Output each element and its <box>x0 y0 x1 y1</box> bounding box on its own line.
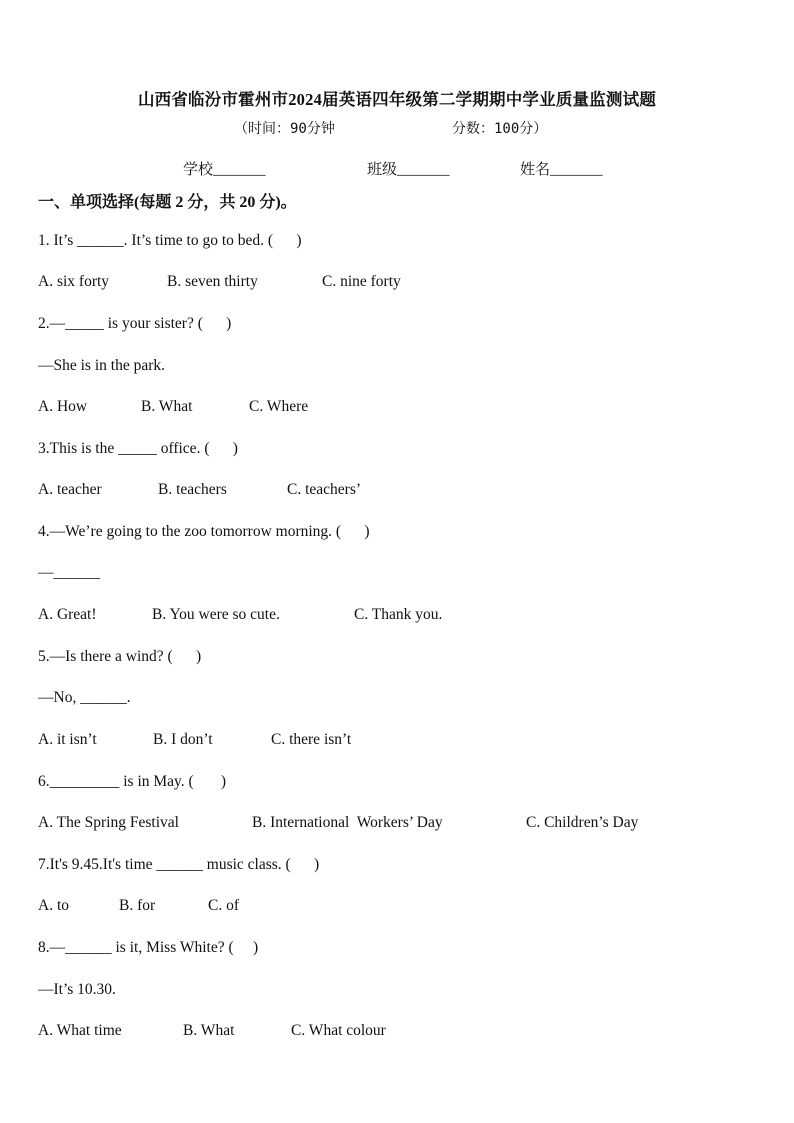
question-4-option-a: A. Great! <box>38 606 97 623</box>
question-2-option-b: B. What <box>141 398 193 415</box>
question-2-answer: —She is in the park. <box>38 357 165 374</box>
question-3-stem: 3.This is the _____ office. ( ) <box>38 440 238 457</box>
question-2-option-a: A. How <box>38 398 88 415</box>
question-1-stem: 1. It’s ______. It’s time to go to bed. ( ) <box>38 232 302 249</box>
question-7-stem: 7.It's 9.45.It's time ______ music class. ( ) <box>38 856 320 873</box>
question-6-option-a: A. The Spring Festival <box>38 814 179 831</box>
question-6-option-b: B. International Workers’ Day <box>252 814 443 831</box>
question-6-option-c: C. Children’s Day <box>526 814 639 831</box>
question-1-option-c: C. nine forty <box>322 273 401 290</box>
question-2-stem: 2.—_____ is your sister? ( ) <box>38 315 232 332</box>
question-5-option-c: C. there isn’t <box>271 731 352 748</box>
question-5-stem: 5.—Is there a wind? ( ) <box>38 648 202 665</box>
question-3-option-a: A. teacher <box>38 481 102 498</box>
question-4-option-c: C. Thank you. <box>354 606 443 623</box>
question-8-option-a: A. What time <box>38 1022 122 1039</box>
school-field: 学校_______ <box>183 162 266 178</box>
question-8-answer: —It’s 10.30. <box>38 981 116 998</box>
exam-time: （时间：90分钟 <box>234 121 335 137</box>
exam-score: 分数：100分） <box>452 121 548 137</box>
section-title: 一、单项选择(每题 2 分，共 20 分)。 <box>38 194 297 211</box>
question-1-option-a: A. six forty <box>38 273 110 290</box>
question-3-option-c: C. teachers’ <box>287 481 362 498</box>
question-5-option-b: B. I don’t <box>153 731 213 748</box>
question-7-option-a: A. to <box>38 897 69 914</box>
question-5-answer: —No, ______. <box>38 689 131 706</box>
exam-title: 山西省临汾市霍州市2024届英语四年级第二学期期中学业质量监测试题 <box>137 90 657 109</box>
question-8-option-b: B. What <box>183 1022 235 1039</box>
question-7-option-c: C. of <box>208 897 239 914</box>
question-7-option-b: B. for <box>119 897 156 914</box>
class-field: 班级_______ <box>367 162 450 178</box>
question-4-answer: —______ <box>38 564 100 581</box>
question-8-stem: 8.—______ is it, Miss White? ( ) <box>38 939 259 956</box>
question-8-option-c: C. What colour <box>291 1022 386 1039</box>
question-6-stem: 6._________ is in May. ( ) <box>38 773 226 790</box>
question-4-stem: 4.—We’re going to the zoo tomorrow morning. ( ) <box>38 523 370 540</box>
question-5-option-a: A. it isn’t <box>38 731 97 748</box>
question-1-option-b: B. seven thirty <box>167 273 258 290</box>
name-field: 姓名_______ <box>520 162 603 178</box>
question-4-option-b: B. You were so cute. <box>152 606 280 623</box>
question-2-option-c: C. Where <box>249 398 309 415</box>
question-3-option-b: B. teachers <box>158 481 227 498</box>
